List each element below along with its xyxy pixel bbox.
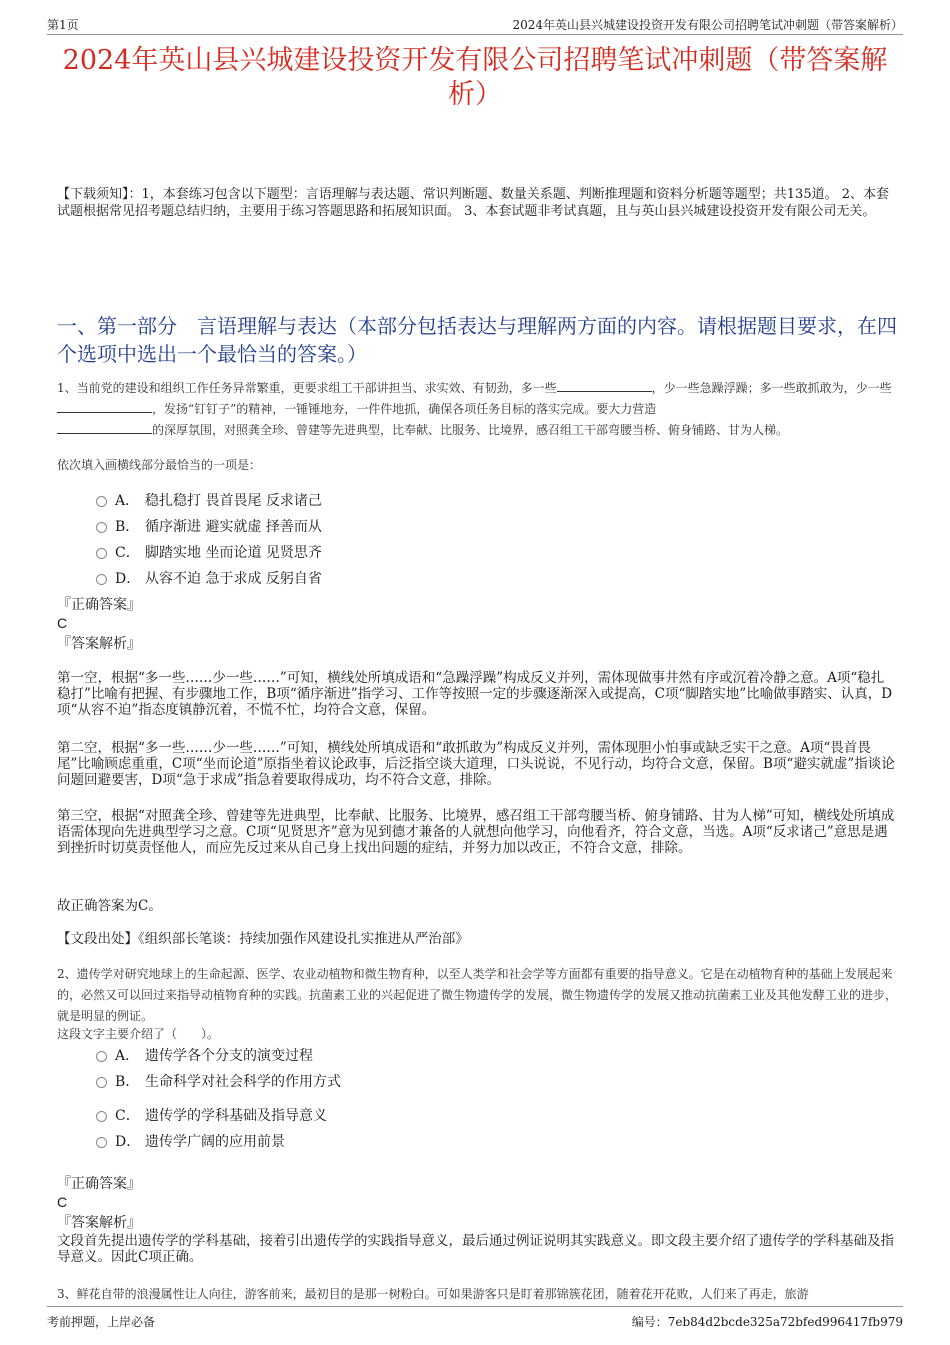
q2-option-c[interactable]: C． 遗传学的学科基础及指导意义: [96, 1106, 327, 1126]
q2-answer-label: 『正确答案』: [57, 1176, 141, 1192]
q1-answer: C: [57, 615, 68, 631]
q1-source: 【文段出处】《组织部长笔谈：持续加强作风建设扎实推进从严治部》: [57, 931, 469, 947]
radio-icon[interactable]: [96, 1137, 107, 1148]
footer-serial: 编号：7eb84d2bcde325a72bfed996417fb979: [631, 1315, 903, 1329]
question-2-prompt: 这段文字主要介绍了（ ）。: [57, 1027, 220, 1041]
q2-option-a[interactable]: A． 遗传学各个分支的演变过程: [96, 1046, 313, 1066]
document-title: 2024年英山县兴城建设投资开发有限公司招聘笔试冲刺题（带答案解析）: [62, 45, 888, 110]
question-1-stem: 1、当前党的建设和组织工作任务异常繁重，更要求组工干部讲担当、求实效、有韧劲，多一些 ，少一些急躁浮躁；多一些敢抓敢为，少一些，发扬“钉钉子”的精神，一锤锤地夯，一件件地抓，确保各项任务目标的落实完成。要大力营造 的深厚氛围，对照龚全珍、曾建等先进典型，比奉献、比服务、比境界，感召组工干部弯腰当桥、俯身铺路、甘为人梯。: [57, 381, 892, 437]
download-notice: 【下载须知】：1，本套练习包含以下题型：言语理解与表达题、常识判断题、数量关系题、判断推理题和资料分析题等题型；共135道。 2、本套试题根据常见招考题总结归纳，主要用于练习答题思路和拓展知识面。 3、本套试题非考试真题，且与英山县兴城建设投资开发有限公司无关。: [57, 187, 889, 219]
answer-blank-2: [57, 400, 152, 413]
q1-option-b[interactable]: B． 循序渐进 避实就虚 择善而从: [96, 517, 322, 537]
radio-icon[interactable]: [96, 522, 107, 533]
question-2-stem: 2、遗传学对研究地球上的生命起源、医学、农业动植物和微生物育种，以至人类学和社会学等方面都有重要的指导意义。它是在动植物育种的基础上发展起来的，必然又可以回过来指导动植物育种的实践。抗菌素工业的兴起促进了微生物遗传学的发展，微生物遗传学的发展又推动抗菌素工业及其他发酵工业的进步，就是明显的例证。: [57, 967, 898, 1023]
page-footer: [47, 1306, 903, 1329]
q1-option-c[interactable]: C． 脚踏实地 坐而论道 见贤思齐: [96, 543, 322, 563]
q1-analysis-p1: 第一空，根据“多一些……少一些……”可知，横线处所填成语和“急躁浮躁”构成反义并列，需体现做事井然有序或沉着冷静之意。A项“稳扎稳打”比喻有把握、有步骤地工作，B项“循序渐进”指学习、工作等按照一定的步骤逐渐深入或提高，C项“脚踏实地”比喻做事踏实、认真，D项“从容不迫”指态度镇静沉着，不慌不忙，均符合文意，保留。: [57, 670, 893, 718]
q1-answer-label: 『正确答案』: [57, 597, 141, 613]
radio-icon[interactable]: [96, 1111, 107, 1122]
question-3-stem: 3、鲜花自带的浪漫属性让人向往，游客前来，最初目的是那一树粉白。可如果游客只是盯着那锦簇花团，随着花开花败，人们来了再走，旅游: [57, 1287, 809, 1301]
q1-option-a[interactable]: A． 稳扎稳打 畏首畏尾 反求诸己: [96, 491, 322, 511]
q1-analysis-p3: 第三空，根据“对照龚全珍、曾建等先进典型，比奉献、比服务、比境界，感召组工干部弯腰当桥、俯身铺路、甘为人梯”可知，横线处所填成语需体现向先进典型学习之意。C项“见贤思齐”意为见到德才兼备的人就想向他学习，向他看齐，符合文意，当选。A项“反求诸己”意思是遇到挫折时切莫责怪他人，而应先反过来从自己身上找出问题的症结，并努力加以改正，不符合文意，排除。: [57, 808, 895, 856]
question-1-prompt: 依次填入画横线部分最恰当的一项是：: [57, 458, 262, 472]
page-number: 第1页: [47, 18, 79, 32]
section-heading: 一、第一部分 言语理解与表达（本部分包括表达与理解两方面的内容。请根据题目要求，在四个选项中选出一个最恰当的答案。）: [57, 314, 897, 366]
q2-analysis: 文段首先提出遗传学的学科基础，接着引出遗传学的实践指导意义，最后通过例证说明其实践意义。即文段主要介绍了遗传学的学科基础及指导意义。因此C项正确。: [57, 1233, 894, 1265]
radio-icon[interactable]: [96, 548, 107, 559]
radio-icon[interactable]: [96, 574, 107, 585]
footer-slogan: 考前押题，上岸必备: [47, 1315, 156, 1329]
radio-icon[interactable]: [96, 496, 107, 507]
answer-blank-1: [557, 379, 652, 392]
q1-analysis-conclusion: 故正确答案为C。: [57, 898, 162, 914]
radio-icon[interactable]: [96, 1077, 107, 1088]
q2-analysis-label: 『答案解析』: [57, 1215, 141, 1231]
answer-blank-3: [57, 421, 152, 434]
q1-analysis-p2: 第二空，根据“多一些……少一些……”可知，横线处所填成语和“敢抓敢为”构成反义并列，需体现胆小怕事或缺乏实干之意。A项“畏首畏尾”比喻顾虑重重，C项“坐而论道”原指坐着议论政事，后泛指空谈大道理，口头说说，不见行动，均符合文意，保留。B项“避实就虚”指谈论问题回避要害，D项“急于求成”指急着要取得成功，均不符合文意，排除。: [57, 740, 895, 788]
header-doc-title: 2024年英山县兴城建设投资开发有限公司招聘笔试冲刺题（带答案解析）: [512, 18, 903, 32]
radio-icon[interactable]: [96, 1051, 107, 1062]
q2-option-d[interactable]: D． 遗传学广阔的应用前景: [96, 1132, 285, 1152]
q2-answer: C: [57, 1194, 68, 1210]
q1-analysis-label: 『答案解析』: [57, 636, 141, 652]
q1-option-d[interactable]: D． 从容不迫 急于求成 反躬自省: [96, 569, 322, 589]
q2-option-b[interactable]: B． 生命科学对社会科学的作用方式: [96, 1072, 341, 1092]
page-header: [47, 14, 903, 35]
